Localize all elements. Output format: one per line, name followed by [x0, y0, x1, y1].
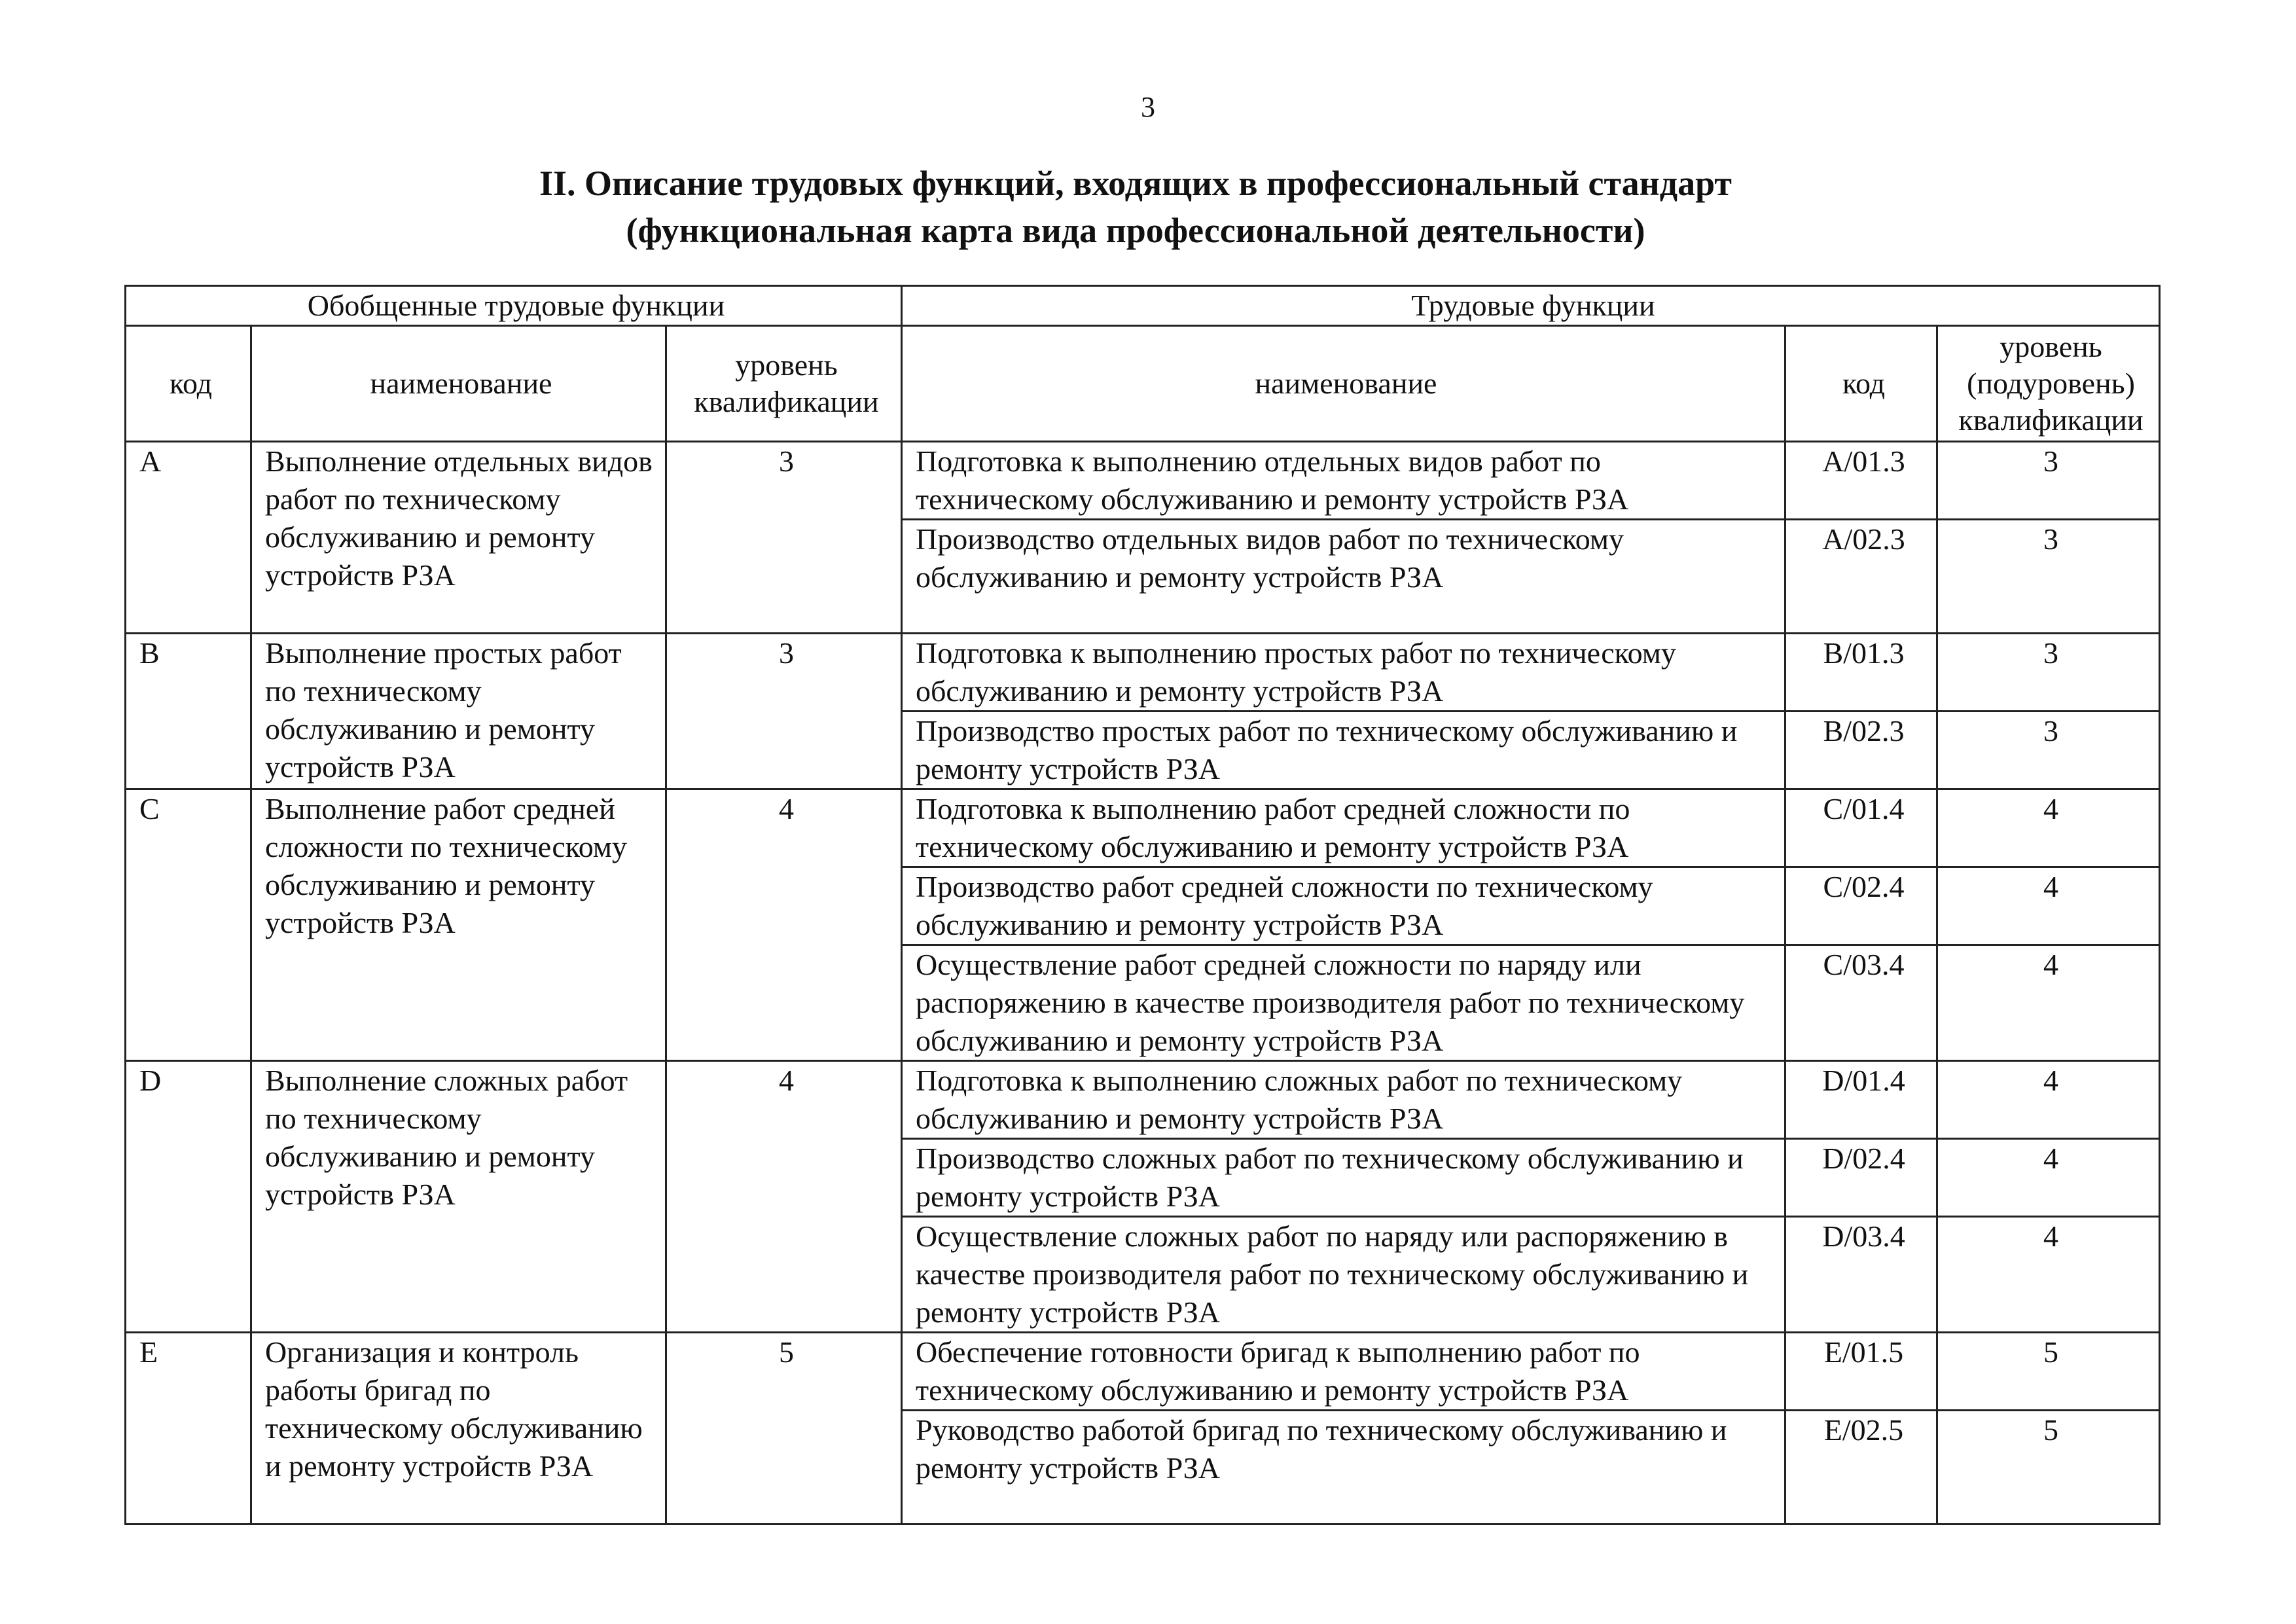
header-function-name: наименование	[902, 326, 1785, 442]
function-code: E/01.5	[1785, 1333, 1937, 1411]
function-name: Подготовка к выполнению отдельных видов работ по техническому обслуживанию и ремонту устройств РЗА	[902, 442, 1785, 520]
function-name: Производство работ средней сложности по техническому обслуживанию и ремонту устройств РЗА	[902, 867, 1785, 945]
group-level: 3	[666, 442, 902, 634]
group-level: 5	[666, 1333, 902, 1525]
group-code: B	[126, 634, 251, 789]
functional-map-table	[124, 285, 2161, 1525]
function-name: Производство отдельных видов работ по техническому обслуживанию и ремонту устройств РЗА	[902, 520, 1785, 634]
section-title-line-2: (функциональная карта вида профессиональной деятельности)	[626, 211, 1645, 250]
function-level: 4	[1937, 1139, 2160, 1217]
group-name: Выполнение сложных работ по техническому обслуживанию и ремонту устройств РЗА	[251, 1061, 666, 1333]
function-name: Подготовка к выполнению простых работ по техническому обслуживанию и ремонту устройств РЗА	[902, 634, 1785, 712]
function-name: Подготовка к выполнению работ средней сложности по техническому обслуживанию и ремонту устройств РЗА	[902, 789, 1785, 867]
group-level: 4	[666, 789, 902, 1061]
function-name: Руководство работой бригад по техническому обслуживанию и ремонту устройств РЗА	[902, 1411, 1785, 1525]
function-level: 4	[1937, 867, 2160, 945]
function-name: Подготовка к выполнению сложных работ по техническому обслуживанию и ремонту устройств РЗА	[902, 1061, 1785, 1139]
function-code: A/01.3	[1785, 442, 1937, 520]
function-name: Осуществление работ средней сложности по наряду или распоряжению в качестве производителя работ по техническому обслуживанию и ремонту устройств РЗА	[902, 945, 1785, 1061]
group-code: A	[126, 442, 251, 634]
group-name: Выполнение простых работ по техническому обслуживанию и ремонту устройств РЗА	[251, 634, 666, 789]
group-code: D	[126, 1061, 251, 1333]
function-level: 4	[1937, 945, 2160, 1061]
function-name: Обеспечение готовности бригад к выполнению работ по техническому обслуживанию и ремонту устройств РЗА	[902, 1333, 1785, 1411]
header-generalized-functions: Обобщенные трудовые функции	[126, 286, 902, 326]
group-name: Выполнение работ средней сложности по техническому обслуживанию и ремонту устройств РЗА	[251, 789, 666, 1061]
page-number: 3	[1141, 91, 1155, 123]
function-level: 5	[1937, 1333, 2160, 1411]
group-code: C	[126, 789, 251, 1061]
function-code: C/03.4	[1785, 945, 1937, 1061]
group-code: E	[126, 1333, 251, 1525]
column-header-row	[126, 326, 2160, 442]
table-row	[126, 442, 2160, 520]
function-name: Производство простых работ по техническому обслуживанию и ремонту устройств РЗА	[902, 712, 1785, 789]
section-title-line-1: II. Описание трудовых функций, входящих в профессиональный стандарт	[539, 164, 1732, 203]
function-code: D/03.4	[1785, 1217, 1937, 1333]
function-code: A/02.3	[1785, 520, 1937, 634]
function-code: D/01.4	[1785, 1061, 1937, 1139]
table-row	[126, 789, 2160, 867]
function-level: 4	[1937, 1061, 2160, 1139]
group-name: Выполнение отдельных видов работ по техническому обслуживанию и ремонту устройств РЗА	[251, 442, 666, 634]
table-row	[126, 1333, 2160, 1411]
group-level: 4	[666, 1061, 902, 1333]
table-row	[126, 1061, 2160, 1139]
table-row	[126, 634, 2160, 712]
function-level: 4	[1937, 1217, 2160, 1333]
header-function-code: код	[1785, 326, 1937, 442]
function-level: 3	[1937, 634, 2160, 712]
header-function-level: уровень (подуровень) квалификации	[1937, 326, 2160, 442]
function-level: 4	[1937, 789, 2160, 867]
function-code: B/02.3	[1785, 712, 1937, 789]
header-qualification-level: уровень квалификации	[666, 326, 902, 442]
function-code: C/01.4	[1785, 789, 1937, 867]
header-labor-functions: Трудовые функции	[902, 286, 2160, 326]
header-name: наименование	[251, 326, 666, 442]
function-name: Производство сложных работ по техническому обслуживанию и ремонту устройств РЗА	[902, 1139, 1785, 1217]
function-name: Осуществление сложных работ по наряду или распоряжению в качестве производителя работ по техническому обслуживанию и ремонту устройств РЗА	[902, 1217, 1785, 1333]
function-code: E/02.5	[1785, 1411, 1937, 1525]
group-header-row	[126, 286, 2160, 326]
function-level: 5	[1937, 1411, 2160, 1525]
section-title	[0, 160, 2271, 254]
function-level: 3	[1937, 712, 2160, 789]
function-level: 3	[1937, 442, 2160, 520]
function-code: B/01.3	[1785, 634, 1937, 712]
function-code: D/02.4	[1785, 1139, 1937, 1217]
group-level: 3	[666, 634, 902, 789]
header-code: код	[126, 326, 251, 442]
function-level: 3	[1937, 520, 2160, 634]
function-code: C/02.4	[1785, 867, 1937, 945]
group-name: Организация и контроль работы бригад по техническому обслуживанию и ремонту устройств РЗА	[251, 1333, 666, 1525]
